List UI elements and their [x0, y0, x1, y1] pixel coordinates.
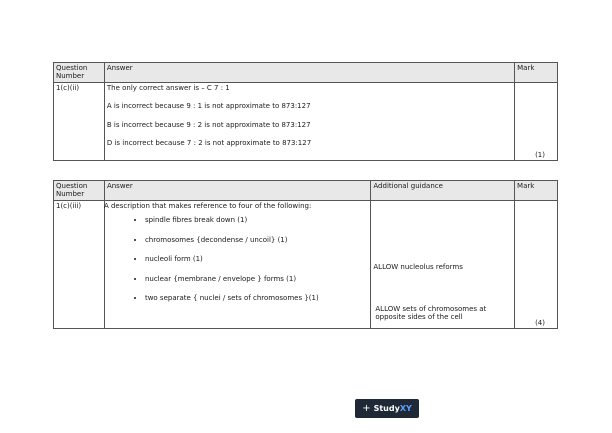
list-item: • nuclear {membrane / envelope } forms (1) [145, 275, 368, 283]
guidance-cell [371, 201, 515, 329]
answer-cell [104, 83, 514, 161]
mark-value: (4) [535, 318, 545, 327]
question-number-cell: 1(c)(iii) [54, 201, 105, 329]
header-answer: Answer [104, 181, 370, 201]
answer-line: D is incorrect because 7 : 2 is not approximate to 873:127 [106, 139, 312, 148]
answer-line: B is incorrect because 9 : 2 is not approximate to 873:127 [106, 120, 311, 129]
answer-line: The only correct answer is – C 7 : 1 [106, 84, 230, 92]
header-mark: Mark [515, 181, 558, 201]
question-number-cell: 1(c)(ii) [54, 83, 105, 161]
header-question-number: Question Number [54, 63, 105, 83]
logo-suffix: XY [399, 404, 412, 413]
answer-intro: A description that makes reference to four of the following: [103, 202, 312, 210]
answer-cell [104, 201, 370, 329]
list-item: • spindle fibres break down (1) [145, 216, 368, 224]
guidance-note: ALLOW nucleolus reforms [373, 263, 463, 271]
list-item: • two separate { nuclei / sets of chromosomes }(1) [145, 294, 368, 302]
logo-brand: Study [373, 404, 400, 413]
header-additional-guidance: Additional guidance [371, 181, 515, 201]
mark-scheme-table-1c-ii [53, 62, 558, 161]
plus-icon: + [362, 403, 371, 414]
studyxy-logo [355, 399, 419, 418]
header-mark: Mark [515, 63, 558, 83]
header-answer: Answer [104, 63, 514, 83]
list-item: • chromosomes {decondense / uncoil} (1) [145, 236, 368, 244]
mark-value: (1) [535, 150, 545, 159]
answer-line: A is incorrect because 9 : 1 is not approximate to 873:127 [106, 102, 311, 111]
mark-scheme-table-1c-iii [53, 180, 558, 329]
mark-cell [515, 83, 558, 161]
header-question-number: Question Number [54, 181, 105, 201]
mark-cell [515, 201, 558, 329]
answer-bullet-list [107, 216, 368, 302]
guidance-note: ALLOW sets of chromosomes at opposite sides of the cell [375, 305, 487, 322]
list-item: • nucleoli form (1) [145, 255, 368, 263]
